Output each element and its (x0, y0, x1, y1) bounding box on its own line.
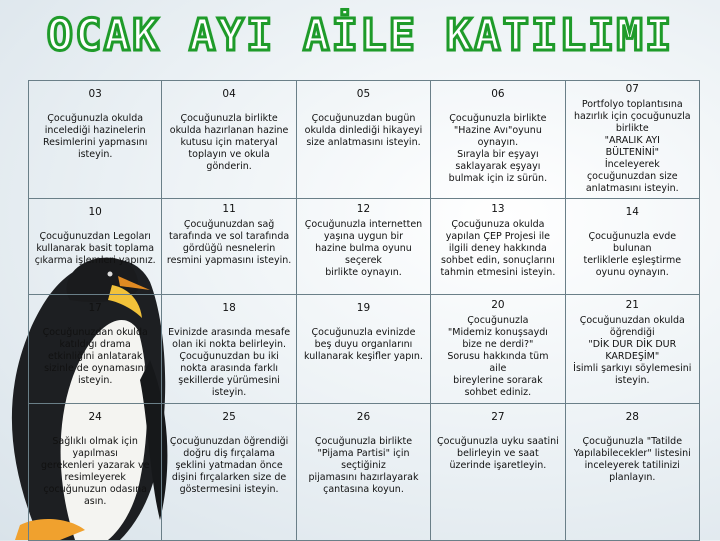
day-number: 28 (625, 411, 639, 423)
activity-text: Çocuğunuzla birlikte "Hazine Avı"oyunu oynayın. Sırayla bir eşyayı saklayarak eşyayı bulmak için iz sürün. (448, 113, 548, 184)
calendar-cell (162, 295, 296, 404)
calendar-cell (28, 404, 162, 541)
activity-text: Çocuğunuzla evde bulunan terliklerle eşleştirme oyunu oynayın. (583, 231, 682, 278)
calendar-cell (297, 81, 431, 199)
activity-text: Evinizde arasında mesafe olan iki nokta belirleyin. Çocuğunuzdan bu iki nokta arasında farklı şekillerde yürümesini isteyin. (168, 327, 291, 398)
calendar-cell (28, 295, 162, 404)
day-number: 06 (491, 88, 505, 100)
calendar-cell (431, 81, 565, 199)
day-number: 11 (222, 203, 236, 215)
calendar-cell (566, 404, 700, 541)
day-number: 07 (625, 83, 639, 95)
activity-text: Çocuğunuzla uyku saatini belirleyin ve saat üzerinde işaretleyin. (437, 436, 559, 471)
activity-text: Çocuğunuzla okulda incelediği hazinelerin Resimlerini yapmasını isteyin. (43, 113, 148, 160)
day-number: 20 (491, 299, 505, 311)
calendar-cell (28, 199, 162, 295)
calendar-grid (28, 80, 700, 541)
calendar-cell (431, 199, 565, 295)
day-number: 05 (356, 88, 371, 100)
day-number: 12 (356, 203, 371, 215)
day-number: 24 (88, 411, 102, 423)
activity-text: Çocuğunuzla internetten yaşına uygun bir hazine bulma oyunu seçerek birlikte oynayın. (304, 219, 423, 278)
activity-text: Çocuğunuzla birlikte "Pijama Partisi" için seçtiğiniz pijamasını hazırlayarak çantasına koyun. (308, 436, 419, 495)
activity-text: Çocuğunuzdan okulda öğrendiği "DİK DUR DİK DUR KARDEŞİM" İsimli şarkıyı söylemesini isteyin. (573, 315, 692, 386)
day-number: 21 (625, 299, 639, 311)
day-number: 27 (491, 411, 505, 423)
calendar-cell (297, 295, 431, 404)
activity-text: Portfolyo toplantısına hazırlık için çocuğunuzla birlikte "ARALIK AYI BÜLTENİNİ" İnceleyerek çocuğunuzdan size anlatmasını isteyin. (574, 99, 691, 194)
day-number: 03 (88, 88, 102, 100)
activity-text: Sağlıklı olmak için yapılması gerekenleri yazarak ve resimleyerek çocuğunuzun odasına asın. (40, 436, 150, 507)
activity-text: Çocuğunuzdan okulda katıldığı drama etkinliğini anlatarak sizinle de oynamasını isteyin. (42, 327, 148, 386)
day-number: 13 (491, 203, 505, 215)
day-number: 14 (625, 206, 639, 218)
day-number: 26 (356, 411, 371, 423)
calendar-cell (28, 81, 162, 199)
activity-text: Çocuğunuzla evinizde beş duyu organlarını kullanarak keşifler yapın. (304, 327, 423, 362)
day-number: 17 (88, 302, 102, 314)
calendar-cell (297, 404, 431, 541)
calendar-cell (431, 295, 565, 404)
day-number: 25 (222, 411, 236, 423)
calendar-cell (162, 199, 296, 295)
activity-text: Çocuğunuzdan Legoları kullanarak basit toplama çıkarma işlemleri yapınız. (34, 231, 156, 266)
calendar-cell (297, 199, 431, 295)
calendar-cell (162, 404, 296, 541)
activity-text: Çocuğunuza okulda yapılan ÇEP Projesi ile ilgili deney hakkında sohbet edin, sonuçlarını tahmin etmesini isteyin. (440, 219, 556, 278)
activity-text: Çocuğunuzdan bugün okulda dinlediği hikayeyi size anlatmasını isteyin. (304, 113, 423, 148)
activity-text: Çocuğunuzla birlikte okulda hazırlanan hazine kutusu için materyal toplayın ve okula gönderin. (169, 113, 289, 172)
calendar-cell (162, 81, 296, 199)
activity-text: Çocuğunuzla "Midemiz konuşsaydı bize ne derdi?" Sorusu hakkında tüm aile bireylerine sorarak sohbet ediniz. (447, 315, 549, 398)
page-title: OCAK AYI AİLE KATILIMI (46, 10, 674, 61)
calendar-cell (431, 404, 565, 541)
calendar-cell (566, 199, 700, 295)
day-number: 19 (356, 302, 371, 314)
activity-text: Çocuğunuzla "Tatilde Yapılabilecekler" listesini inceleyerek tatilinizi planlayın. (573, 436, 691, 483)
activity-text: Çocuğunuzdan öğrendiği doğru diş fırçalama şeklini yatmadan önce dişini fırçalarken size de göstermesini isteyin. (169, 436, 289, 495)
calendar-cell (566, 295, 700, 404)
day-number: 04 (222, 88, 236, 100)
calendar-cell (566, 81, 700, 199)
day-number: 10 (88, 206, 102, 218)
activity-text: Çocuğunuzdan sağ tarafında ve sol tarafında gördüğü nesnelerin resmini yapmasını isteyin. (166, 219, 292, 266)
day-number: 18 (222, 302, 236, 314)
